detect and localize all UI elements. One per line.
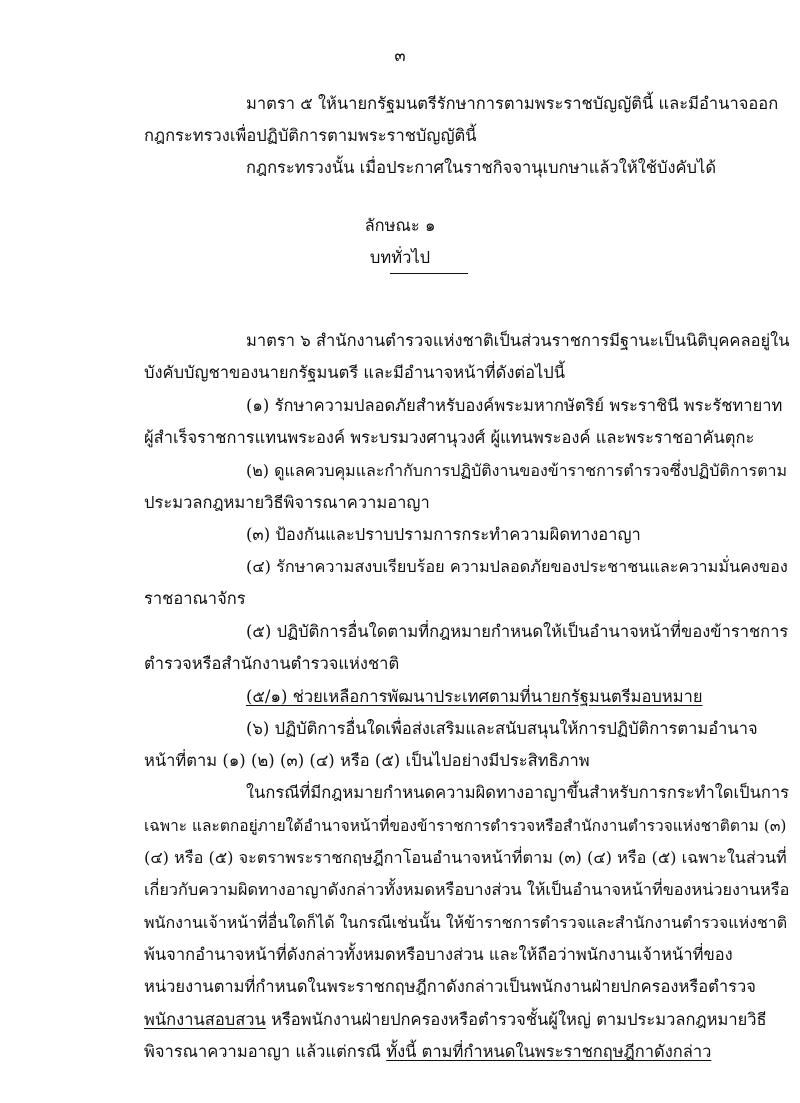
underlined-clause: ทั้งนี้ ตามที่กำหนดในพระราชกฤษฎีกาดังกล่าว: [386, 1042, 712, 1061]
item-4-line-2: ราชอาณาจักร: [144, 589, 246, 608]
item-1-line-2: ผู้สำเร็จราชการแทนพระองค์ พระบรมวงศานุวงศ์ ผู้แทนพระองค์ และพระราชอาคันตุกะ: [144, 428, 755, 447]
paragraph-line-3: (๔) หรือ (๕) จะตราพระราชกฤษฎีกาโอนอำนาจหน้าที่ตาม (๓) (๔) หรือ (๕) เฉพาะในส่วนที่: [144, 848, 787, 867]
chapter-number: ลักษณะ ๑: [364, 216, 436, 235]
item-4-line-1: (๔) รักษาความสงบเรียบร้อย ความปลอดภัยของประชาชนและความมั่นคงของ: [246, 557, 788, 576]
paragraph-line-9: [144, 1041, 711, 1063]
page-number: ๓: [394, 46, 406, 65]
item-2-line-2: ประมวลกฎหมายวิธีพิจารณาความอาญา: [144, 493, 430, 512]
paragraph-line-2: เฉพาะ และตกอยู่ภายใต้อำนาจหน้าที่ของข้าราชการตำรวจหรือสำนักงานตำรวจแห่งชาติตาม (๓): [144, 817, 787, 835]
item-6-line-1: (๖) ปฏิบัติการอื่นใดเพื่อส่งเสริมและสนับสนุนให้การปฏิบัติการตามอำนาจ: [246, 719, 758, 738]
section-6-line-1: มาตรา ๖ สำนักงานตำรวจแห่งชาติเป็นส่วนราชการมีฐานะเป็นนิติบุคคลอยู่ใน: [246, 331, 790, 350]
underlined-term-investigator: พนักงานสอบสวน: [144, 1010, 266, 1029]
paragraph-line-7: หน่วยงานตามที่กำหนดในพระราชกฤษฎีกาดังกล่าวเป็นพนักงานฝ่ายปกครองหรือตำรวจ: [144, 977, 756, 996]
paragraph-line-9-plain: พิจารณาความอาญา แล้วแต่กรณี: [144, 1042, 387, 1061]
chapter-title: บททั่วไป: [369, 248, 431, 267]
item-6-line-2: หน้าที่ตาม (๑) (๒) (๓) (๔) หรือ (๕) เป็นไปอย่างมีประสิทธิภาพ: [144, 751, 590, 770]
item-5-1-amendment: (๕/๑) ช่วยเหลือการพัฒนาประเทศตามที่นายกรัฐมนตรีมอบหมาย: [246, 687, 703, 706]
item-5-line-1: (๕) ปฏิบัติการอื่นใดตามที่กฎหมายกำหนดให้เป็นอำนาจหน้าที่ของข้าราชการ: [246, 622, 789, 641]
chapter-underline: [390, 273, 468, 274]
paragraph-line-5: พนักงานเจ้าหน้าที่อื่นใดก็ได้ ในกรณีเช่นนั้น ให้ข้าราชการตำรวจและสำนักงานตำรวจแห่งชาติ: [144, 913, 788, 932]
section-5-line-2: กฎกระทรวงเพื่อปฏิบัติการตามพระราชบัญญัตินี้: [144, 126, 477, 145]
section-5-line-3: กฎกระทรวงนั้น เมื่อประกาศในราชกิจจานุเบกษาแล้วให้ใช้บังคับได้: [246, 158, 717, 177]
section-6-line-2: บังคับบัญชาของนายกรัฐมนตรี และมีอำนาจหน้าที่ดังต่อไปนี้: [144, 363, 566, 382]
item-5-line-2: ตำรวจหรือสำนักงานตำรวจแห่งชาติ: [144, 654, 400, 673]
item-2-line-1: (๒) ดูแลควบคุมและกำกับการปฏิบัติงานของข้าราชการตำรวจซึ่งปฏิบัติการตาม: [246, 461, 788, 480]
item-3: (๓) ป้องกันและปราบปรามการกระทำความผิดทางอาญา: [246, 525, 641, 544]
item-1-line-1: (๑) รักษาความปลอดภัยสำหรับองค์พระมหากษัตริย์ พระราชินี พระรัชทายาท: [246, 396, 783, 415]
paragraph-line-1: ในกรณีที่มีกฎหมายกำหนดความผิดทางอาญาขึ้นสำหรับการกระทำใดเป็นการ: [246, 783, 790, 802]
paragraph-line-8-rest: หรือพนักงานฝ่ายปกครองหรือตำรวจชั้นผู้ใหญ่ ตามประมวลกฎหมายวิธี: [265, 1010, 767, 1029]
section-5-line-1: มาตรา ๕ ให้นายกรัฐมนตรีรักษาการตามพระราชบัญญัตินี้ และมีอำนาจออก: [246, 94, 779, 113]
paragraph-line-8: [144, 1009, 767, 1031]
paragraph-line-4: เกี่ยวกับความผิดทางอาญาดังกล่าวทั้งหมดหรือบางส่วน ให้เป็นอำนาจหน้าที่ของหน่วยงานหรือ: [144, 880, 790, 899]
paragraph-line-6: พ้นจากอำนาจหน้าที่ดังกล่าวทั้งหมดหรือบางส่วน และให้ถือว่าพนักงานเจ้าหน้าที่ของ: [144, 945, 733, 964]
